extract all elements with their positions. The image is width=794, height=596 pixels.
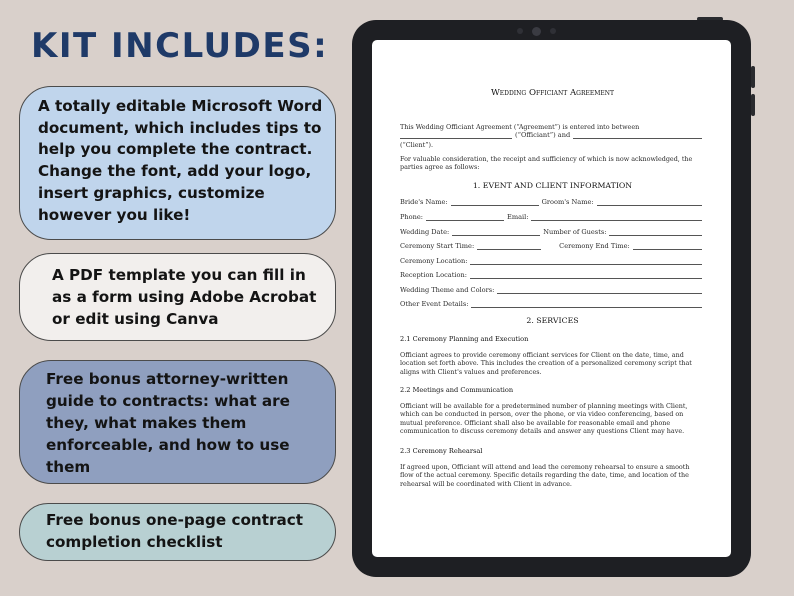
subsection-2-1-heading: 2.1 Ceremony Planning and Execution bbox=[400, 335, 529, 343]
field-row-contact bbox=[400, 213, 705, 221]
email-line bbox=[531, 213, 702, 221]
reception-location-line bbox=[470, 271, 702, 279]
tablet-screen bbox=[372, 40, 731, 557]
intro-parties-row bbox=[400, 131, 705, 139]
field-row-theme bbox=[400, 286, 705, 294]
feature-card-pdf-template: A PDF template you can fill in as a form using Adobe Acrobat or edit using Canva bbox=[19, 253, 336, 341]
start-time-line bbox=[477, 242, 541, 250]
field-row-other bbox=[400, 300, 705, 308]
phone-label: Phone: bbox=[400, 213, 424, 221]
phone-line bbox=[426, 213, 504, 221]
brides-name-line bbox=[451, 198, 539, 206]
reception-location-label: Reception Location: bbox=[400, 271, 467, 279]
client-name-line bbox=[573, 131, 702, 139]
page-headline: KIT INCLUDES: bbox=[31, 26, 329, 66]
end-time-line bbox=[633, 242, 702, 250]
tablet-sensor-icon bbox=[517, 28, 523, 34]
tablet-volume-up-button bbox=[751, 66, 755, 88]
field-row-times bbox=[400, 242, 705, 250]
officiant-name-line bbox=[400, 131, 512, 139]
tablet-camera-icon bbox=[532, 27, 541, 36]
grooms-name-label: Groom's Name: bbox=[541, 198, 594, 206]
intro-officiant-label: (“Officiant”) and bbox=[515, 131, 571, 139]
brides-name-label: Bride's Name: bbox=[400, 198, 448, 206]
end-time-label: Ceremony End Time: bbox=[559, 242, 630, 250]
subsection-2-2-text: Officiant will be available for a predetermined number of planning meetings with Client, which can be conducted in person, over the phone, or via video conferencing, based on mutual preference. Officiant shall also be available for reasonable email and phone communication to discuss ceremony details and answer any questions Client may have. bbox=[400, 402, 688, 436]
intro-consideration: For valuable consideration, the receipt and sufficiency of which is now acknowledged, the parties agree as follows: bbox=[400, 155, 693, 172]
field-row-ceremony-location bbox=[400, 257, 705, 265]
wedding-date-label: Wedding Date: bbox=[400, 228, 450, 236]
theme-colors-line bbox=[497, 286, 702, 294]
ceremony-location-line bbox=[470, 257, 702, 265]
subsection-2-2-heading: 2.2 Meetings and Communication bbox=[400, 386, 514, 394]
document-title: Wedding Officiant Agreement bbox=[490, 88, 615, 98]
section-services-heading: 2. SERVICES bbox=[526, 316, 579, 325]
field-row-reception-location bbox=[400, 271, 705, 279]
other-details-label: Other Event Details: bbox=[400, 300, 469, 308]
start-time-label: Ceremony Start Time: bbox=[400, 242, 475, 250]
feature-card-contract-guide: Free bonus attorney-written guide to contracts: what are they, what makes them enforceable, and how to use them bbox=[19, 360, 336, 484]
subsection-2-1-text: Officiant agrees to provide ceremony officiant services for Client on the date, time, and location set forth above. This includes the creation of a personalized ceremony script that aligns with Client's values and preferences. bbox=[400, 351, 692, 376]
num-guests-label: Number of Guests: bbox=[543, 228, 607, 236]
feature-card-checklist: Free bonus one-page contract completion checklist bbox=[19, 503, 336, 561]
grooms-name-line bbox=[597, 198, 702, 206]
feature-card-word-document: A totally editable Microsoft Word document, which includes tips to help you complete the contract. Change the font, add your logo, insert graphics, customize however you like! bbox=[19, 86, 336, 240]
field-row-date bbox=[400, 228, 705, 236]
subsection-2-3-heading: 2.3 Ceremony Rehearsal bbox=[400, 447, 483, 455]
section-event-info-heading: 1. EVENT AND CLIENT INFORMATION bbox=[472, 181, 633, 190]
field-row-names bbox=[400, 198, 705, 206]
intro-client-label: (“Client”). bbox=[400, 141, 433, 149]
subsection-2-3-text: If agreed upon, Officiant will attend and lead the ceremony rehearsal to ensure a smooth flow of the actual ceremony. Specific details regarding the date, time, and location of the rehearsal will be coordinated with Client in advance. bbox=[400, 463, 690, 488]
wedding-date-line bbox=[452, 228, 540, 236]
ceremony-location-label: Ceremony Location: bbox=[400, 257, 468, 265]
tablet-volume-down-button bbox=[751, 94, 755, 116]
theme-colors-label: Wedding Theme and Colors: bbox=[400, 286, 495, 294]
other-details-line bbox=[471, 300, 702, 308]
email-label: Email: bbox=[507, 213, 529, 221]
intro-text: This Wedding Officiant Agreement (“Agreement”) is entered into between bbox=[400, 123, 640, 131]
num-guests-line bbox=[609, 228, 702, 236]
tablet-sensor-icon bbox=[550, 28, 556, 34]
